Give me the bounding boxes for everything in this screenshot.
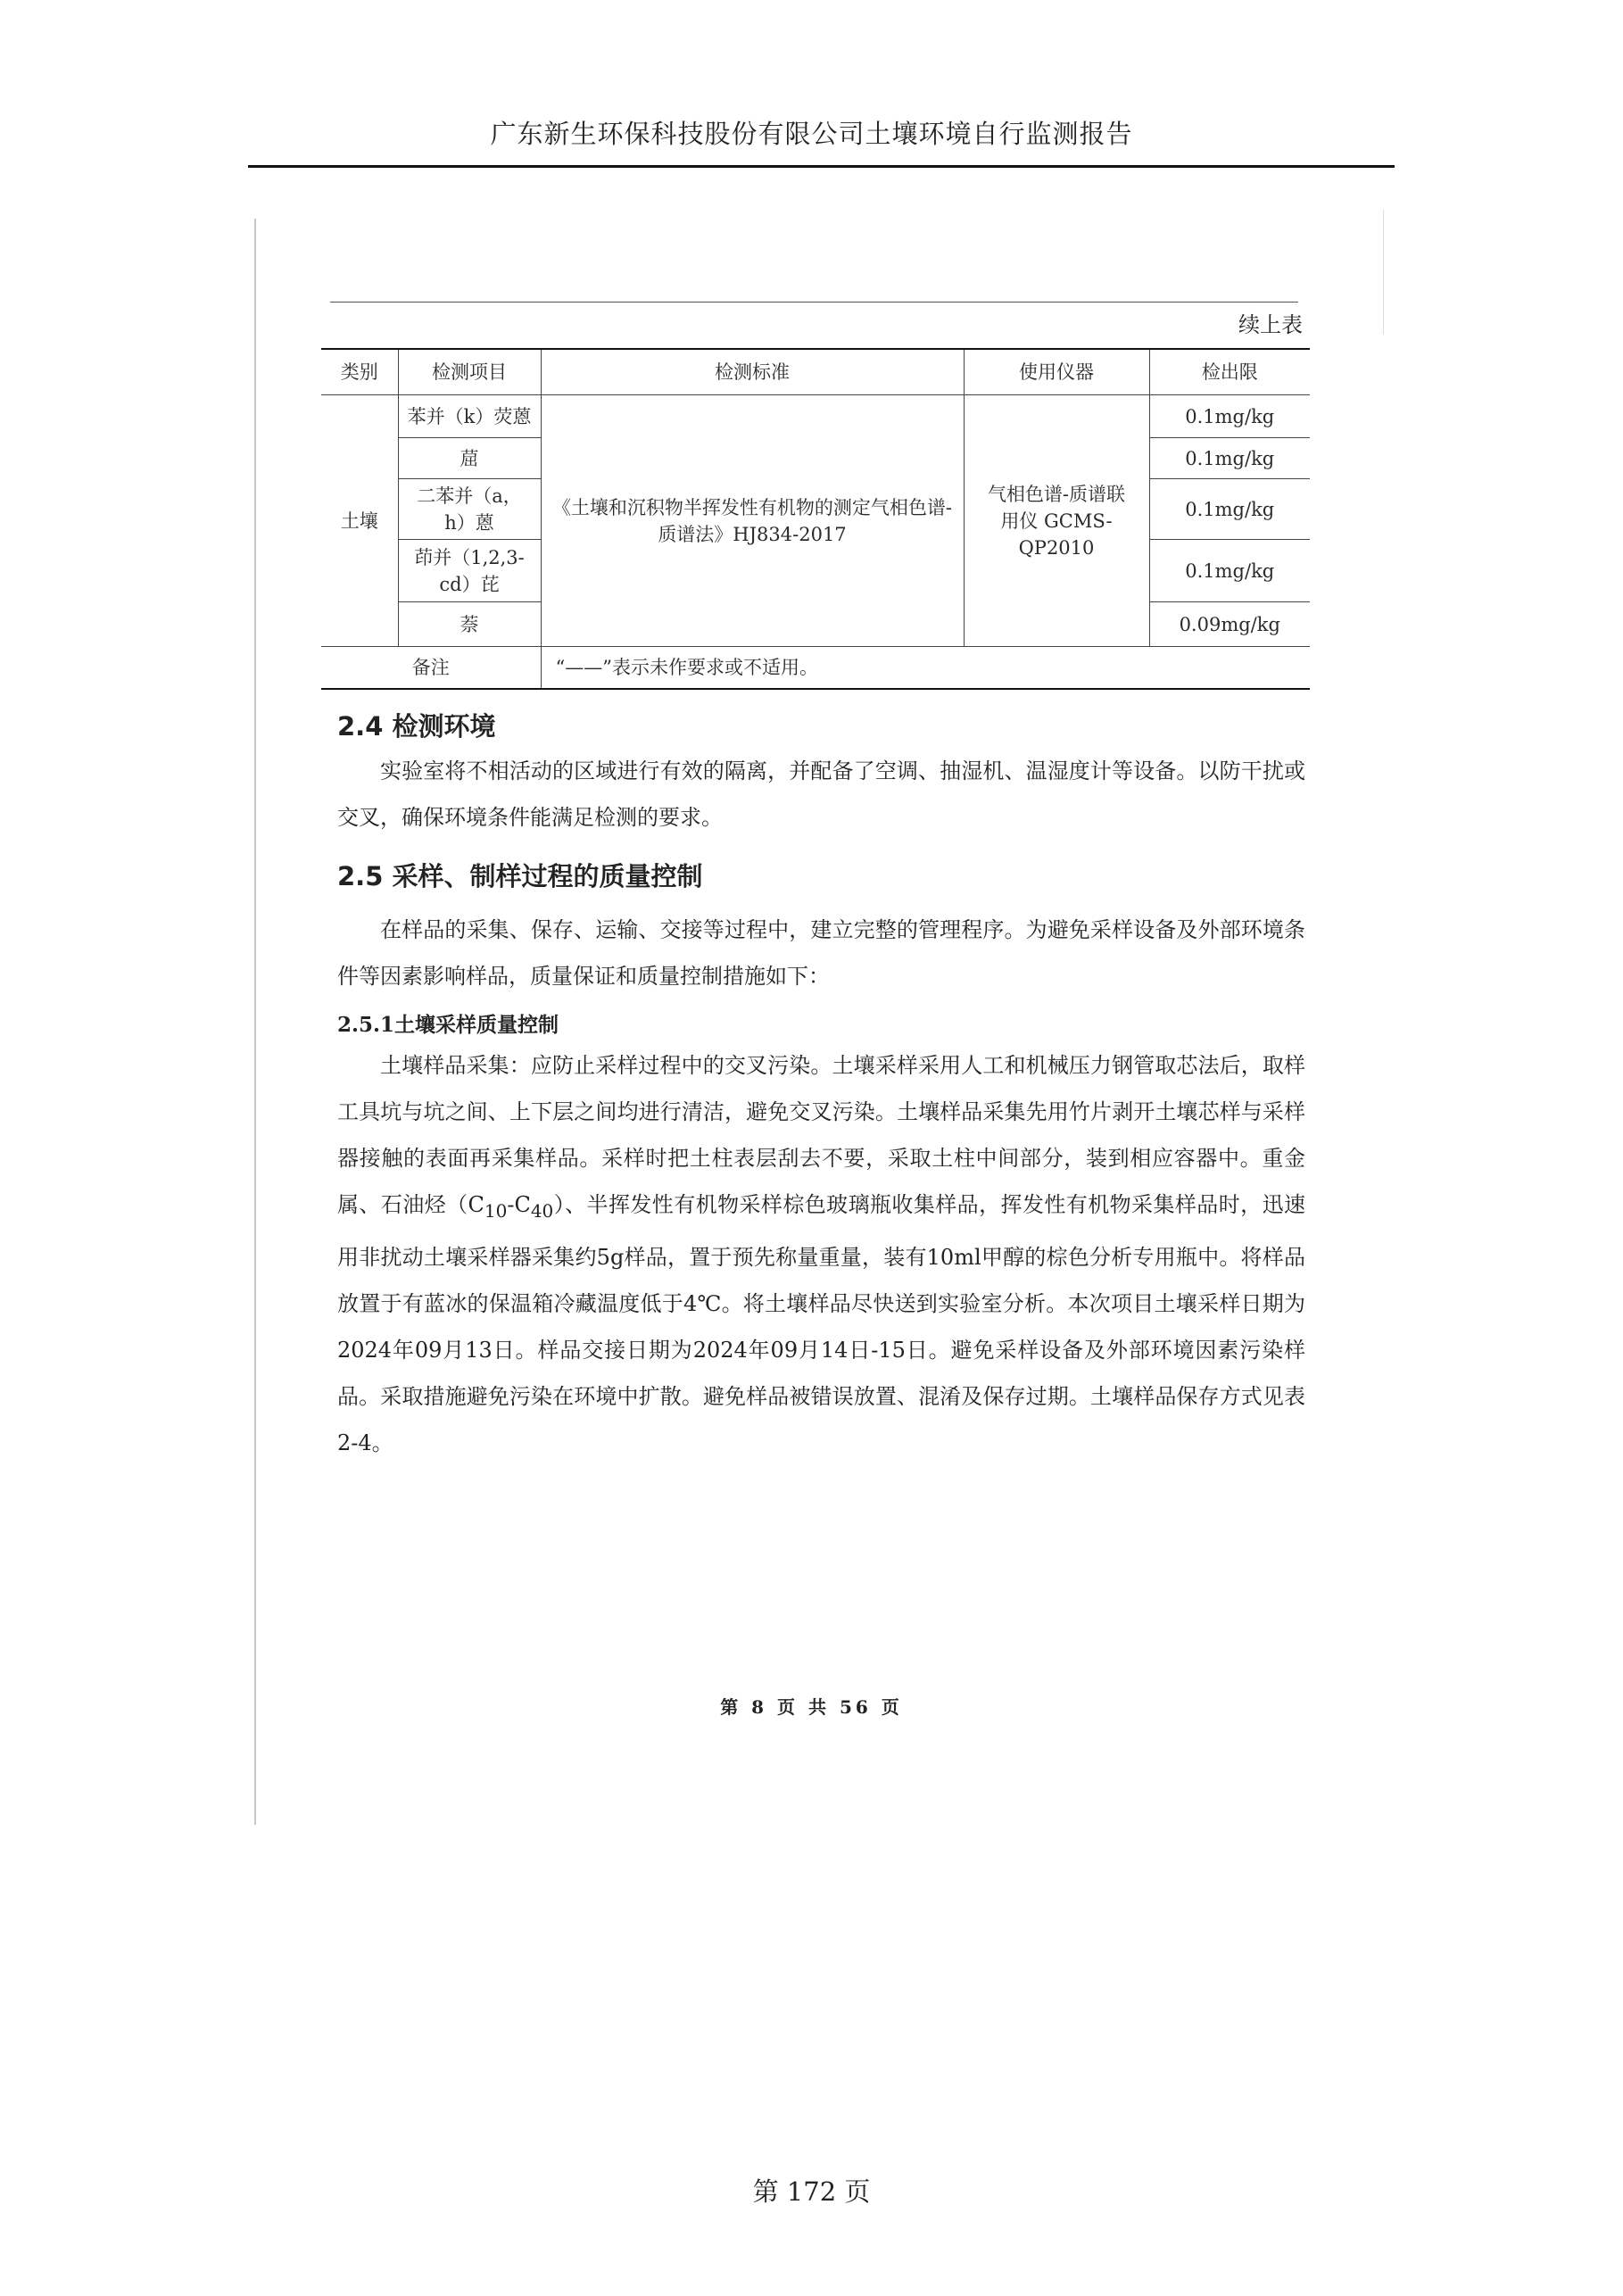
category-cell: 土壤 xyxy=(321,395,398,647)
section-2-5-1-heading: 2.5.1土壤采样质量控制 xyxy=(337,1013,559,1037)
continued-rule xyxy=(330,302,1298,303)
subscript-10: 10 xyxy=(484,1199,508,1222)
table-row xyxy=(321,395,1310,438)
paragraph-text-part-2: -C xyxy=(507,1192,531,1217)
limit-cell: 0.1mg/kg xyxy=(1149,540,1310,602)
item-cell: 䓛 xyxy=(398,438,541,479)
header-instrument: 使用仪器 xyxy=(964,349,1149,395)
section-2-4-heading: 2.4 检测环境 xyxy=(337,711,496,742)
inner-page-number: 第 8 页 共 56 页 xyxy=(720,1696,903,1718)
limit-cell: 0.1mg/kg xyxy=(1149,479,1310,540)
paragraph-text-part-3: ）、半挥发性有机物采样棕色玻璃瓶收集样品，挥发性有机物采集样品时，迅速用非扰动土壤采样器采集约5g样品，置于预先称量重量，装有10ml甲醇的棕色分析专用瓶中。将样品放置于有蓝冰的保温箱冷藏温度低于4℃。将土壤样品尽快送到实验室分析。本次项目土壤采样日期为2024年09月13日。样品交接日期为2024年09月14日-15日。避免采样设备及外部环境因素污染样品。采取措施避免污染在环境中扩散。避免样品被错误放置、混淆及保存过期。土壤样品保存方式见表2-4。 xyxy=(337,1192,1305,1455)
remark-text: “——”表示未作要求或不适用。 xyxy=(541,647,1310,690)
report-header-title: 广东新生环保科技股份有限公司土壤环境自行监测报告 xyxy=(490,119,1133,149)
item-cell: 萘 xyxy=(398,602,541,647)
item-cell: 茚并（1,2,3-cd）芘 xyxy=(398,540,541,602)
detection-table xyxy=(321,348,1310,690)
table-header-row xyxy=(321,349,1310,395)
scan-left-edge xyxy=(254,219,256,1825)
header-rule xyxy=(248,165,1395,168)
header-category: 类别 xyxy=(321,349,398,395)
limit-cell: 0.09mg/kg xyxy=(1149,602,1310,647)
header-standard: 检测标准 xyxy=(541,349,964,395)
header-limit: 检出限 xyxy=(1149,349,1310,395)
section-2-4-paragraph: 实验室将不相活动的区域进行有效的隔离，并配备了空调、抽湿机、温湿度计等设备。以防干扰或交叉，确保环境条件能满足检测的要求。 xyxy=(337,758,1305,830)
limit-cell: 0.1mg/kg xyxy=(1149,438,1310,479)
outer-page-number: 第 172 页 xyxy=(752,2176,871,2207)
remark-label: 备注 xyxy=(321,647,541,690)
section-2-5-paragraph: 在样品的采集、保存、运输、交接等过程中，建立完整的管理程序。为避免采样设备及外部环境条件等因素影响样品，质量保证和质量控制措施如下： xyxy=(337,917,1305,989)
item-cell: 苯并（k）荧蒽 xyxy=(398,395,541,438)
subscript-40: 40 xyxy=(530,1199,554,1222)
section-2-5-heading: 2.5 采样、制样过程的质量控制 xyxy=(337,861,703,891)
section-2-5-1-paragraph xyxy=(337,1042,1305,1466)
remark-row xyxy=(321,647,1310,690)
standard-cell: 《土壤和沉积物半挥发性有机物的测定气相色谱-质谱法》HJ834-2017 xyxy=(541,395,964,647)
limit-cell: 0.1mg/kg xyxy=(1149,395,1310,438)
header-item: 检测项目 xyxy=(398,349,541,395)
paragraph-text-part-1: 土壤样品采集：应防止采样过程中的交叉污染。土壤采样采用人工和机械压力钢管取芯法后，取样工具坑与坑之间、上下层之间均进行清洁，避免交叉污染。土壤样品采集先用竹片剥开土壤芯样与采样器接触的表面再采集样品。采样时把土柱表层刮去不要，采取土柱中间部分，装到相应容器中。重金属、石油烃（C xyxy=(337,1053,1305,1217)
instrument-cell: 气相色谱-质谱联用仪 GCMS-QP2010 xyxy=(964,395,1149,647)
item-cell: 二苯并（a，h）蒽 xyxy=(398,479,541,540)
continued-label: 续上表 xyxy=(1238,312,1303,337)
scan-right-edge xyxy=(1383,210,1384,335)
